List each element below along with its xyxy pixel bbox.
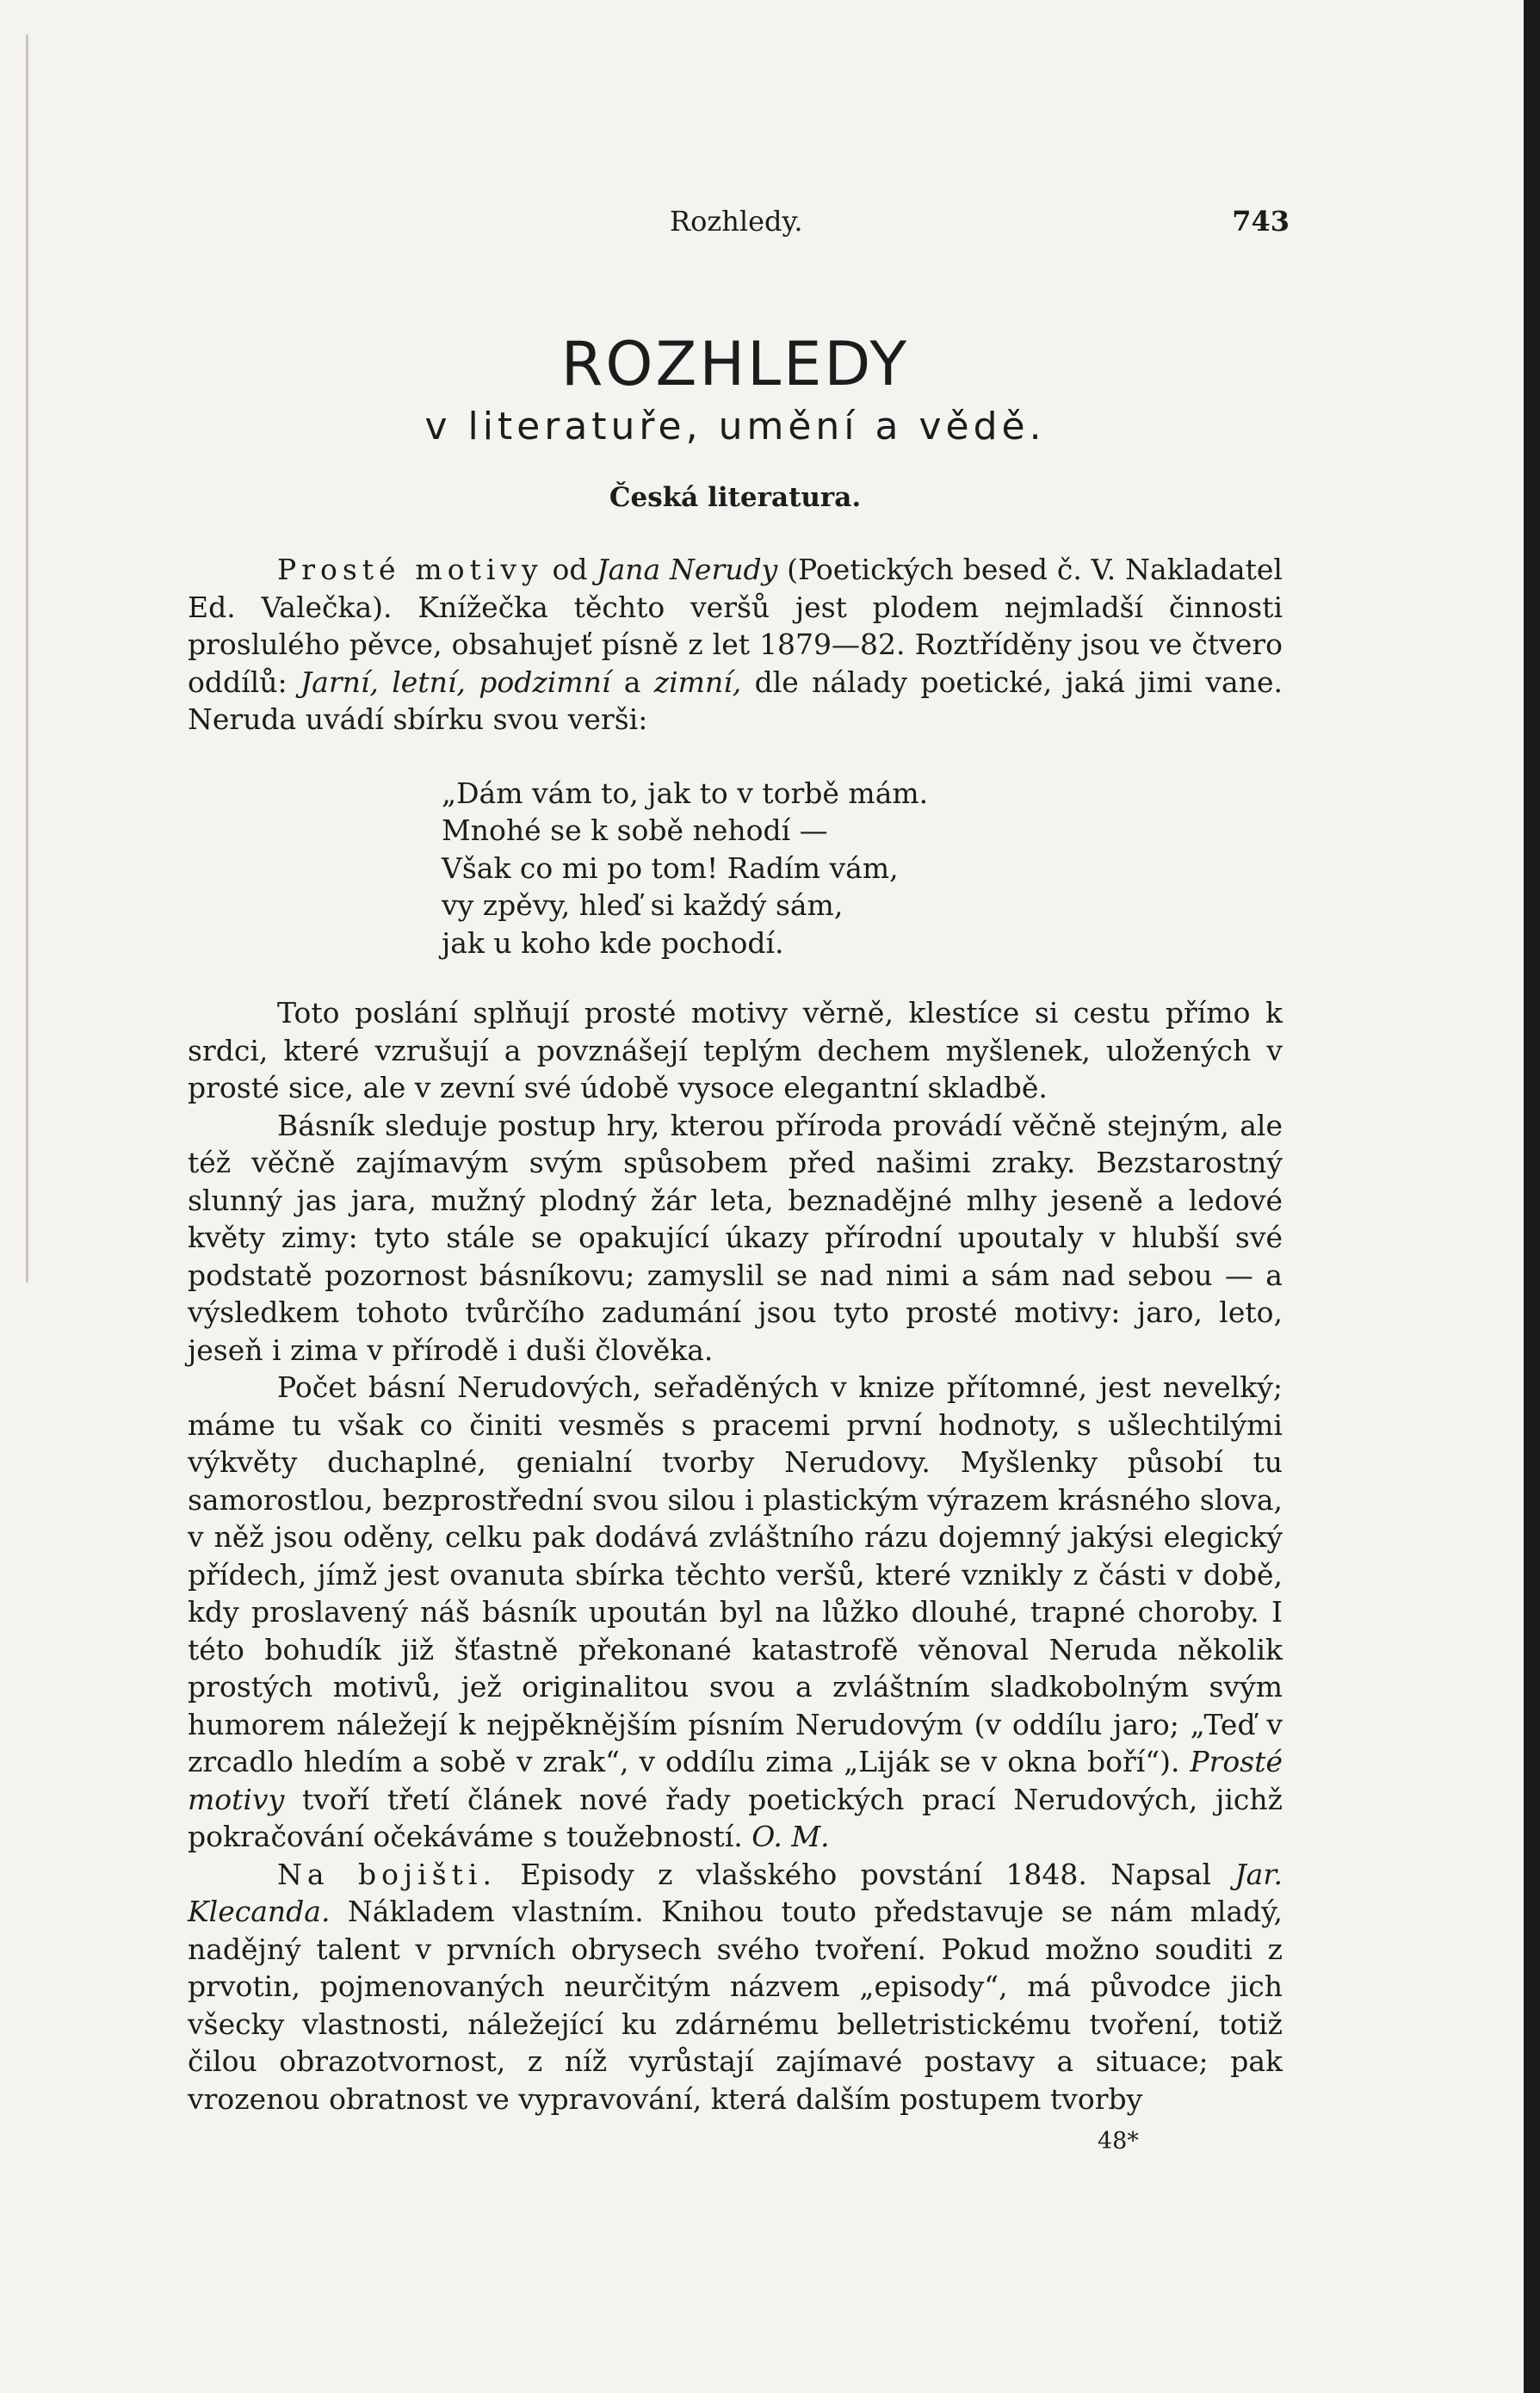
poem-line: Však co mi po tom! Radím vám, <box>442 850 899 885</box>
review-1-paragraph: Toto poslání splňují prosté motivy věrně, klestíce si cestu přímo k srdci, které vzrušují a povznášejí teplým dechem myšlenek, uložených v prosté sice, ale v zevní své údobě vysoce elegantní skladbě. <box>188 996 1283 1104</box>
review-signature: O. M. <box>751 1820 830 1853</box>
review-1-intro: Prosté motivy od Jana Nerudy (Poetických besed č. V. Nakladatel Ed. Valečka). Knížečka těchto veršů jest plodem nejmladší činnosti proslulého pěvce, obsahujeť písně z let 1879—82. Roztříděny jsou ve čtvero oddílů: Jarní, letní, podzimní a zimní, dle nálady poetické, jaká jimi vane. Neruda uvádí sbírku svou verši: <box>188 553 1283 736</box>
review-1-author: Jana Nerudy <box>597 553 778 586</box>
running-header <box>188 205 1290 246</box>
page-fold-shadow <box>26 34 28 1283</box>
poem-line: jak u koho kde pochodí. <box>442 925 784 960</box>
section-subtitle: v literatuře, umění a vědě. <box>424 405 1046 448</box>
poem-line: vy zpěvy, hleď si každý sám, <box>442 888 844 922</box>
review-1-paragraph: Básník sleduje postup hry, kterou příroda provádí věčně stejným, ale též věčně zajímavým svým spůsobem před našimi zraky. Bezstarostný slunný jas jara, mužný plodný žár leta, beznadějné mlhy jeseně a ledové květy zimy: tyto stále se opakující úkazy přírodní upoutaly v hlubší své podstatě pozornost básníkovu; zamyslil se nad nimi a sám nad sebou — a výsledkem tohoto tvůrčího zadumání jsou tyto prosté motivy: jaro, leto, jeseň i zima v přírodě i duši člověka. <box>188 1108 1283 1367</box>
review-2-author: Jar. Klecanda. <box>188 1857 1283 1928</box>
review-1-title: Prosté motivy <box>277 553 543 586</box>
subsection-title: Česká literatura. <box>609 482 862 513</box>
page-number: 743 <box>1232 205 1290 238</box>
poem-line: „Dám vám to, jak to v torbě mám. <box>442 776 929 810</box>
section-title: ROZHLEDY <box>560 329 910 399</box>
article-body <box>188 551 1283 2118</box>
signature-mark: 48* <box>1098 2128 1139 2155</box>
review-1-paragraph: Počet básní Nerudových, seřaděných v knize přítomné, jest nevelký; máme tu však co činiti vesměs s pracemi první hodnoty, s ušlechtilými výkvěty duchaplné, genialní tvorby Nerudovy. Myšlenky působí tu samorostlou, bezprostřední svou silou i plastickým výrazem krásného slova, v něž jsou oděny, celku pak dodává zvláštního rázu dojemný jakýsi elegický přídech, jímž jest ovanuta sbírka těchto veršů, které vznikly z části v době, kdy proslavený náš básník upoután byl na lůžko dlouhé, trapné choroby. I této bohudík již šťastně překonané katastrofě věnoval Neruda několik prostých motivů, jež originalitou svou a zvláštním sladkobolným svým humorem náležejí k nejpěknějším písním Nerudovým (v oddílu jaro; „Teď v zrcadlo hledím a sobě v zrak“, v oddílu zima „Liják se v okna boří“). Prosté motivy tvoří třetí článek nové řady poetických prací Nerudových, jichž pokračování očekáváme s toužebností. O. M. <box>188 1370 1283 1853</box>
review-2-paragraph: Na bojišti. Episody z vlašského povstání 1848. Napsal Jar. Klecanda. Nákladem vlastním. Knihou touto představuje se nám mladý, nadějný talent v prvních obrysech svého tvoření. Pokud možno souditi z prvotin, pojmenovaných neurčitým názvem „episody“, má původce jich všecky vlastnosti, náležející ku zdárnému belletristickému tvoření, totiž čilou obrazotvornost, z níž vyrůstají zajímavé postavy a situace; pak vrozenou obratnost ve vypravování, která dalším postupem tvorby <box>188 1857 1283 2116</box>
running-title: Rozhledy. <box>670 205 803 238</box>
binding-edge <box>1524 0 1540 2393</box>
poem-quote <box>442 775 1283 962</box>
poem-line: Mnohé se k sobě nehodí — <box>442 813 828 847</box>
review-2-title: Na bojišti. <box>277 1857 497 1891</box>
